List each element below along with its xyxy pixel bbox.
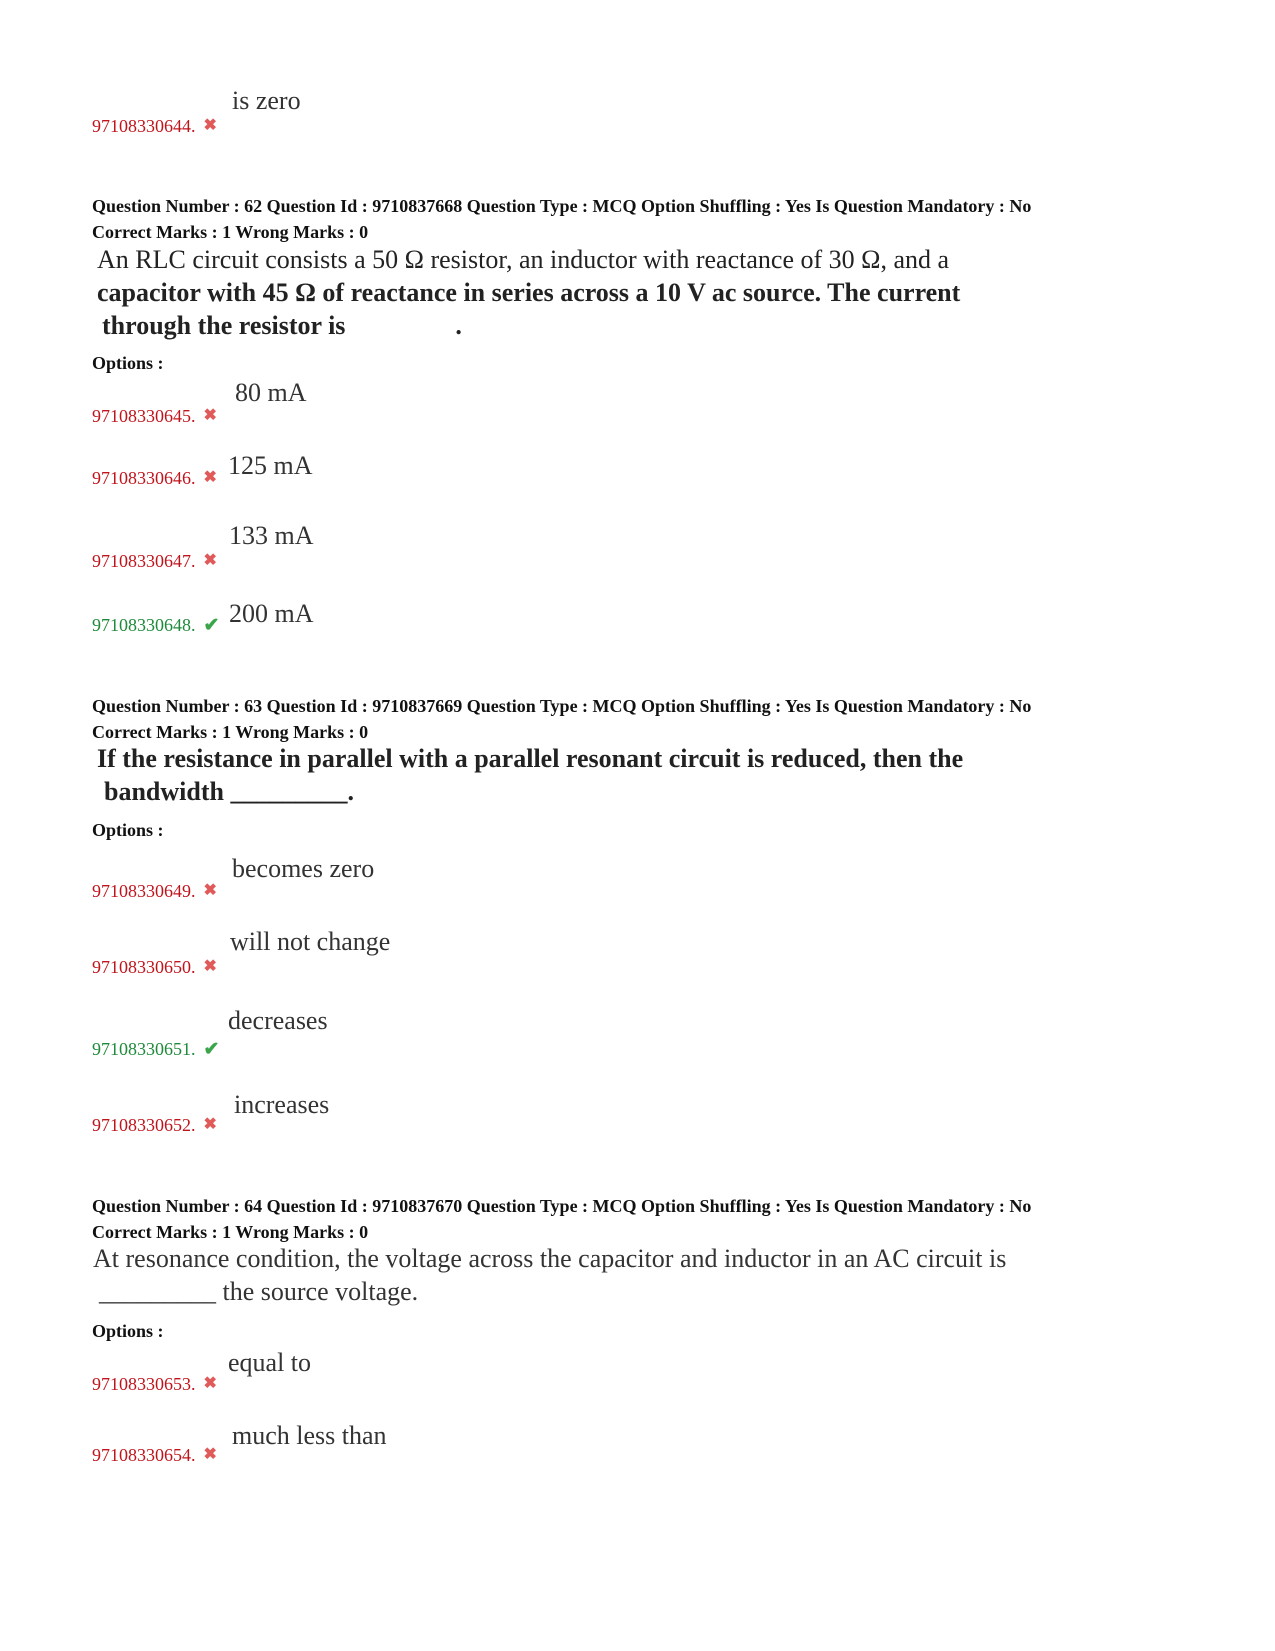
option-id (92, 1444, 217, 1466)
option-text: much less than (232, 1421, 387, 1450)
option-id-label: 97108330644. (92, 116, 196, 136)
question-meta: Question Number : 63 Question Id : 9710837669 Question Type : MCQ Option Shuffling : Yes Is Question Mandatory : No (92, 696, 1032, 716)
question-stem (97, 742, 963, 808)
question-marks: Correct Marks : 1 Wrong Marks : 0 (92, 1222, 369, 1242)
option-id-label: 97108330651. (92, 1039, 196, 1059)
stem-line: capacitor with 45 Ω of reactance in series across a 10 V ac source. The current (97, 278, 961, 307)
option-id-label: 97108330645. (92, 406, 196, 426)
option-id (92, 1038, 219, 1061)
option-text: decreases (228, 1006, 328, 1035)
option-id-label: 97108330649. (92, 881, 196, 901)
option-text: becomes zero (232, 854, 375, 883)
cross-icon: ✖ (203, 958, 217, 975)
option-id (92, 1114, 217, 1136)
question-marks: Correct Marks : 1 Wrong Marks : 0 (92, 222, 369, 242)
option-id (92, 550, 217, 572)
option-id-label: 97108330650. (92, 957, 196, 977)
option-id-label: 97108330648. (92, 615, 196, 635)
cross-icon: ✖ (203, 552, 217, 569)
option-text: is zero (232, 86, 301, 115)
stem-line: An RLC circuit consists a 50 Ω resistor, an inductor with reactance of 30 Ω, and a (97, 245, 950, 274)
option-id-label: 97108330647. (92, 551, 196, 571)
option-id (92, 614, 219, 637)
cross-icon: ✖ (203, 407, 217, 424)
question-meta: Question Number : 62 Question Id : 9710837668 Question Type : MCQ Option Shuffling : Yes Is Question Mandatory : No (92, 196, 1032, 216)
option-id (92, 1373, 217, 1395)
question-marks: Correct Marks : 1 Wrong Marks : 0 (92, 722, 369, 742)
question-stem (93, 1242, 1006, 1308)
cross-icon: ✖ (203, 117, 217, 134)
stem-line-end: . (455, 311, 462, 340)
stem-line: _________ the source voltage. (99, 1277, 419, 1306)
question-meta: Question Number : 64 Question Id : 9710837670 Question Type : MCQ Option Shuffling : Yes Is Question Mandatory : No (92, 1196, 1032, 1216)
option-text: 125 mA (228, 451, 313, 480)
option-id-label: 97108330653. (92, 1374, 196, 1394)
options-label: Options : (92, 1321, 164, 1341)
option-id-label: 97108330646. (92, 468, 196, 488)
stem-line: At resonance condition, the voltage across the capacitor and inductor in an AC circuit is (93, 1244, 1007, 1273)
option-id (92, 115, 217, 137)
cross-icon: ✖ (203, 1375, 217, 1392)
cross-icon: ✖ (203, 1446, 217, 1463)
option-id (92, 880, 217, 902)
stem-line: If the resistance in parallel with a parallel resonant circuit is reduced, then the (97, 744, 964, 773)
option-text: 133 mA (229, 521, 314, 550)
option-id-label: 97108330654. (92, 1445, 196, 1465)
option-text: 80 mA (235, 378, 307, 407)
option-text: equal to (228, 1348, 312, 1377)
stem-line: through the resistor is (102, 311, 346, 340)
cross-icon: ✖ (203, 1116, 217, 1133)
option-id (92, 956, 217, 978)
stem-line: bandwidth _________. (104, 777, 354, 806)
option-text: will not change (230, 927, 391, 956)
question-stem (97, 243, 960, 342)
option-text: increases (234, 1090, 330, 1119)
option-id (92, 405, 217, 427)
options-label: Options : (92, 820, 164, 840)
option-text: 200 mA (229, 599, 314, 628)
option-id (92, 467, 217, 489)
option-id-label: 97108330652. (92, 1115, 196, 1135)
check-icon: ✔ (203, 615, 220, 636)
check-icon: ✔ (203, 1039, 220, 1060)
options-label: Options : (92, 353, 164, 373)
cross-icon: ✖ (203, 882, 217, 899)
cross-icon: ✖ (203, 469, 217, 486)
